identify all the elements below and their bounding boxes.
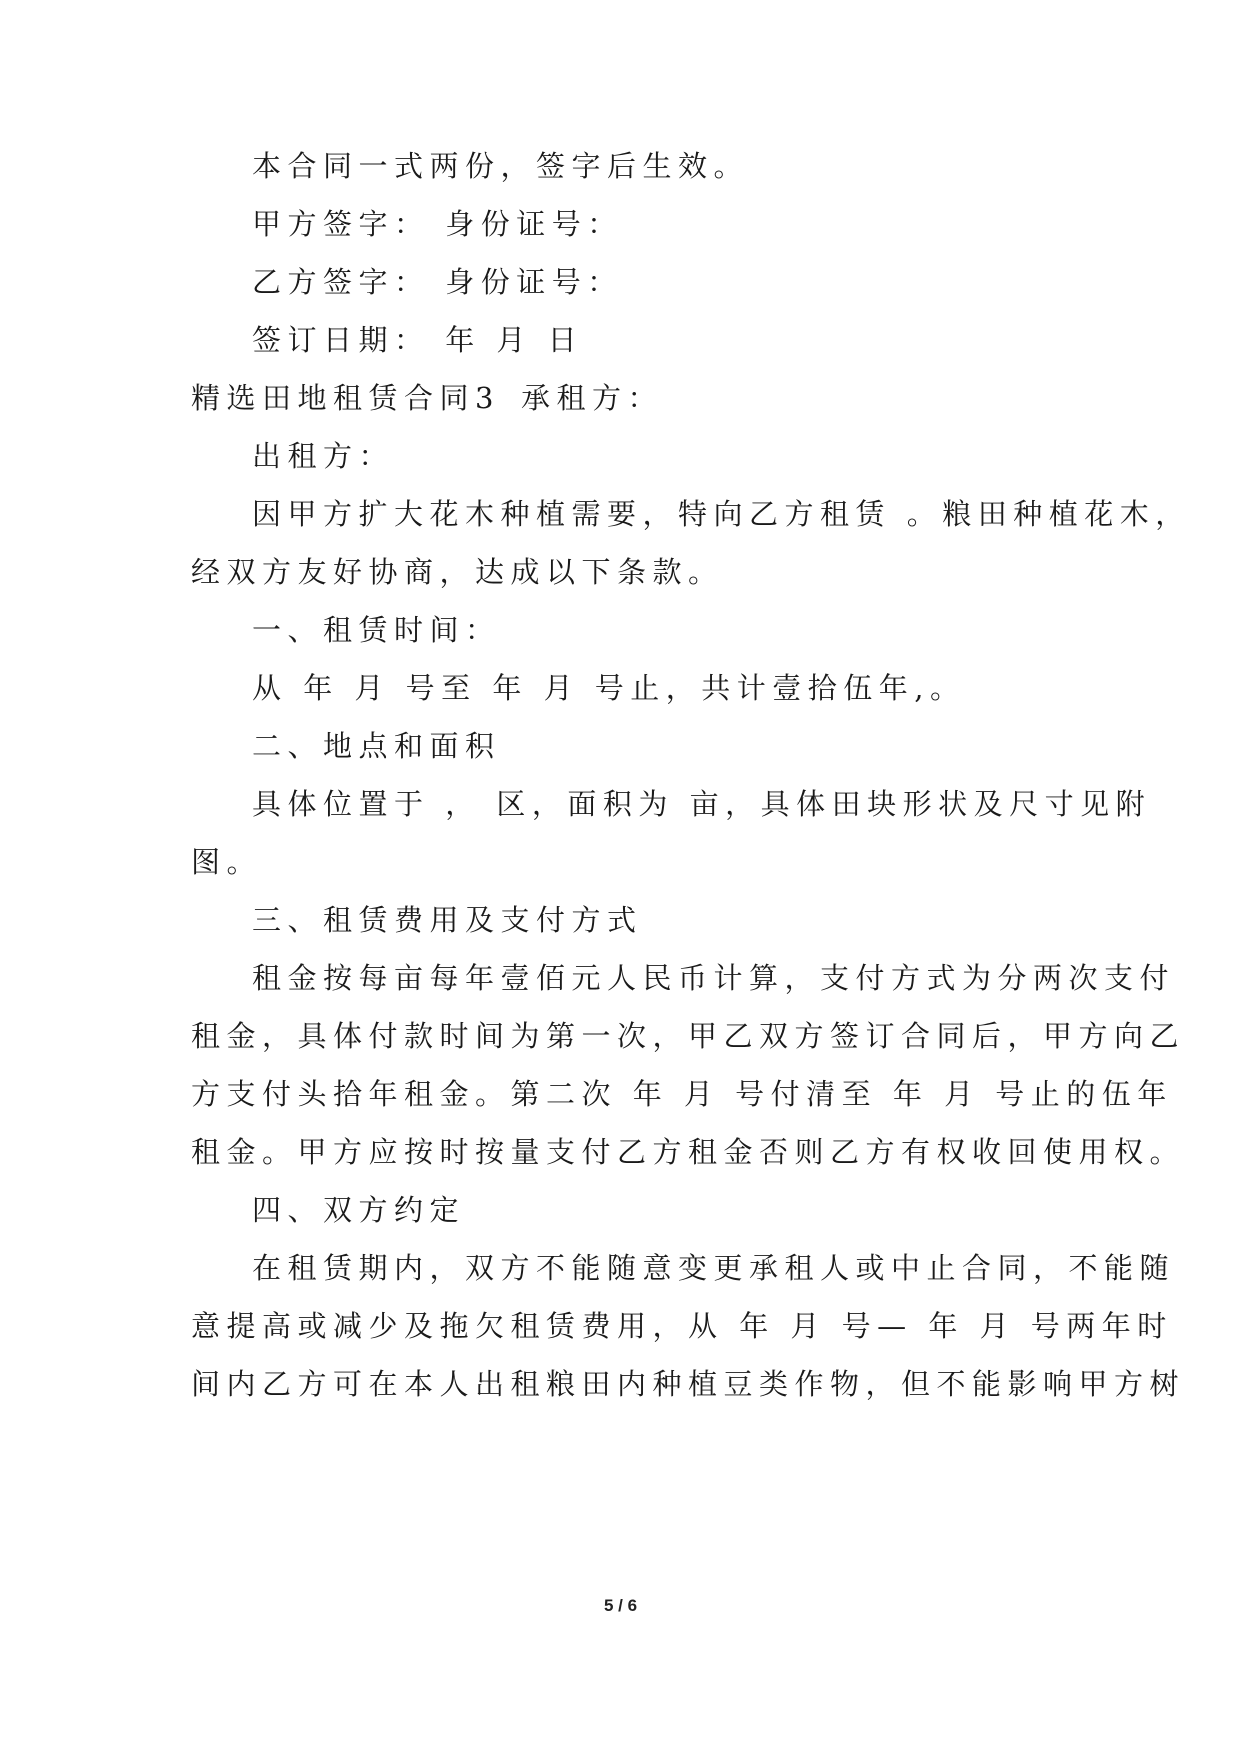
text-line: 四、双方约定 bbox=[252, 1193, 466, 1227]
text-line: 方支付头拾年租金。第二次 年 月 号付清至 年 月 号止的伍年 bbox=[191, 1077, 1173, 1111]
text-line: 具体位置于 ， 区，面积为 亩，具体田块形状及尺寸见附 bbox=[252, 787, 1152, 821]
text-line: 从 年 月 号至 年 月 号止，共计壹拾伍年,。 bbox=[252, 671, 966, 705]
text-line: 租金。甲方应按时按量支付乙方租金否则乙方有权收回使用权。 bbox=[191, 1135, 1186, 1169]
text-line: 出租方： bbox=[252, 439, 395, 473]
text-line: 本合同一式两份，签字后生效。 bbox=[252, 149, 750, 183]
lessee-label: 承租方： bbox=[521, 381, 664, 415]
text-line: 租金按每亩每年壹佰元人民币计算，支付方式为分两次支付 bbox=[252, 961, 1176, 995]
text-line: 图。 bbox=[191, 845, 263, 879]
text-line: 因甲方扩大花木种植需要，特向乙方租赁 。粮田种植花木， bbox=[252, 497, 1191, 531]
text-line: 甲方签字： 身份证号： bbox=[252, 207, 623, 241]
text-line: 签订日期： 年 月 日 bbox=[252, 323, 584, 357]
page-number: 5 / 6 bbox=[603, 1596, 638, 1615]
text-line: 二、地点和面积 bbox=[252, 729, 501, 763]
text-line: 间内乙方可在本人出租粮田内种植豆类作物，但不能影响甲方树 bbox=[191, 1367, 1186, 1401]
text-line: 意提高或减少及拖欠租赁费用，从 年 月 号— 年 月 号两年时 bbox=[191, 1309, 1173, 1343]
section-title-line bbox=[191, 380, 664, 416]
text-line: 在租赁期内，双方不能随意变更承租人或中止合同，不能随 bbox=[252, 1251, 1176, 1285]
text-line: 一、租赁时间： bbox=[252, 613, 501, 647]
text-line: 租金，具体付款时间为第一次，甲乙双方签订合同后，甲方向乙 bbox=[191, 1019, 1186, 1053]
document-title: 精选田地租赁合同3 bbox=[191, 381, 500, 415]
text-line: 经双方友好协商，达成以下条款。 bbox=[191, 555, 724, 589]
text-line: 三、租赁费用及支付方式 bbox=[252, 903, 643, 937]
text-line: 乙方签字： 身份证号： bbox=[252, 265, 623, 299]
